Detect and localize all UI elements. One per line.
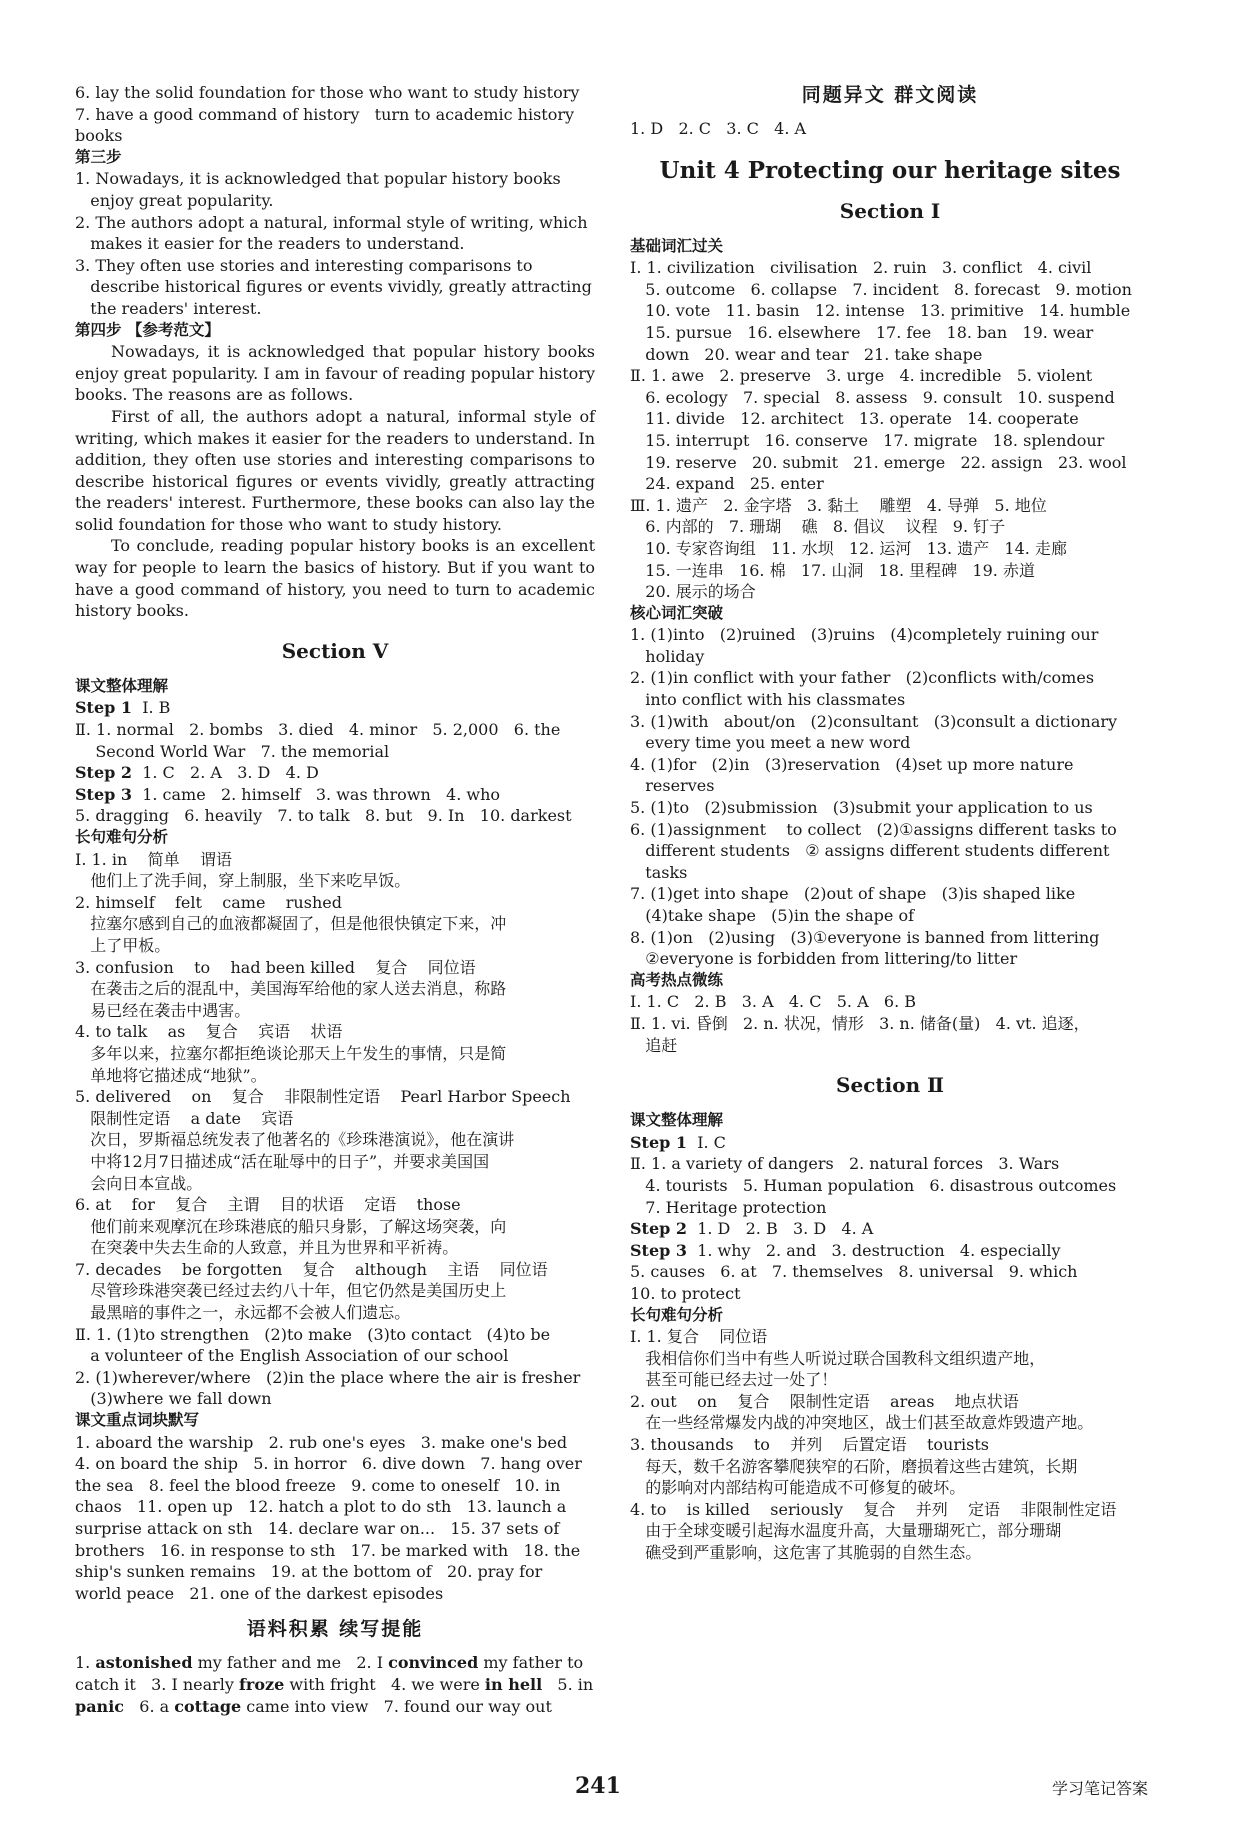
- answer-line: 3. They often use stories and interesting comparisons to: [75, 255, 533, 275]
- keyword: froze: [239, 1674, 285, 1694]
- jichu-answers: [630, 257, 1150, 603]
- answer-line: Ⅰ. 1. 复合 同位语: [630, 1327, 768, 1347]
- step-answers: Ⅰ. C: [687, 1132, 726, 1152]
- answer-line: 8. (1)on (2)using (3)①everyone is banned from littering: [630, 927, 1100, 947]
- answer-line: 中将12月7日描述成“活在耻辱中的日子”，并要求美国国: [75, 1151, 490, 1171]
- answer-line: 6. (1)assignment to collect (2)①assigns different tasks to: [630, 819, 1117, 839]
- jichu-heading: 基础词汇过关: [630, 236, 724, 255]
- step3-heading: 第三步: [75, 147, 122, 166]
- answer-line: Ⅰ. 1. in 简单 谓语: [75, 849, 232, 869]
- answer-line: 4. to is killed seriously 复合 并列 定语 非限制性定语: [630, 1499, 1117, 1519]
- gaokao-answers: [630, 991, 1150, 1056]
- answer-line: 在突袭中失去生命的人致意，并且为世界和平祈祷。: [75, 1238, 459, 1258]
- answer-line: Ⅱ. 1. vi. 昏倒 2. n. 状况，情形 3. n. 储备(量) 4. vt. 追逐，: [630, 1013, 1090, 1033]
- answer-line: ship's sunken remains 19. at the bottom of 20. pray for: [75, 1562, 543, 1582]
- answer-line: 尽管珍珠港突袭已经过去约八十年，但它仍然是美国历史上: [75, 1281, 507, 1301]
- step-answers: 1. C 2. A 3. D 4. D: [132, 763, 319, 783]
- answer-line: 11. divide 12. architect 13. operate 14. cooperate: [630, 409, 1079, 429]
- answer-line: [75, 762, 595, 784]
- step-answers: Ⅱ. 1. a variety of dangers 2. natural forces 3. Wars: [630, 1154, 1060, 1174]
- step4-heading: 第四步 【参考范文】: [75, 320, 220, 339]
- hexin-answers: [630, 624, 1150, 970]
- answer-line: enjoy great popularity.: [75, 190, 274, 210]
- answer-line: [630, 1197, 1150, 1219]
- answer-line: [75, 1674, 595, 1696]
- text-segment: 6. a: [124, 1696, 175, 1716]
- step-answers: Second World War 7. the memorial: [75, 741, 390, 761]
- step-answers: Ⅱ. 1. normal 2. bombs 3. died 4. minor 5. 2,000 6. the: [75, 720, 561, 740]
- answer-line: 7. (1)get into shape (2)out of shape (3)is shaped like: [630, 884, 1076, 904]
- answer-line: 2. (1)wherever/where (2)in the place where the air is fresher: [75, 1367, 581, 1387]
- answer-line: (3)where we fall down: [75, 1389, 272, 1409]
- answer-line: 1. (1)into (2)ruined (3)ruins (4)completely ruining our: [630, 625, 1099, 645]
- answer-line: the sea 8. feel the blood freeze 9. come to oneself 10. in: [75, 1475, 561, 1495]
- step-answers: 1. came 2. himself 3. was thrown 4. who: [132, 784, 500, 804]
- section-5-title: Section Ⅴ: [281, 638, 389, 663]
- step-label: Step 1: [75, 698, 133, 718]
- step-label: Step 3: [630, 1240, 688, 1260]
- step-label: Step 3: [75, 784, 133, 804]
- answer-line: 3. confusion to had been killed 复合 同位语: [75, 957, 476, 977]
- answer-line: [75, 697, 595, 719]
- answer-line: 限制性定语 a date 宾语: [75, 1108, 294, 1128]
- answer-line: Ⅲ. 1. 遗产 2. 金字塔 3. 黏土 雕塑 4. 导弹 5. 地位: [630, 495, 1047, 515]
- answer-line: Ⅱ. 1. awe 2. preserve 3. urge 4. incredible 5. violent: [630, 366, 1093, 386]
- answer-line: ②everyone is forbidden from littering/to litter: [630, 949, 1018, 969]
- answer-line: 他们上了洗手间，穿上制服，坐下来吃早饭。: [75, 871, 411, 891]
- answer-line: Ⅰ. 1. civilization civilisation 2. ruin 3. conflict 4. civil: [630, 258, 1092, 278]
- left-top-lines: [75, 82, 595, 147]
- answer-line: 15. 一连串 16. 棉 17. 山洞 18. 里程碑 19. 赤道: [630, 560, 1035, 580]
- answer-line: 6. at for 复合 主谓 目的状语 定语 those: [75, 1195, 461, 1215]
- changju-heading: 长句难句分析: [75, 828, 169, 846]
- answer-line: 1. Nowadays, it is acknowledged that popular history books: [75, 169, 561, 189]
- answer-line: [630, 1218, 1150, 1240]
- tongti-title: 同题异文 群文阅读: [801, 84, 979, 106]
- unit-title: Unit 4 Protecting our heritage sites: [659, 156, 1121, 184]
- answer-line: 19. reserve 20. submit 21. emerge 22. assign 23. wool: [630, 452, 1127, 472]
- answer-line: 由于全球变暖引起海水温度升高，大量珊瑚死亡，部分珊瑚: [630, 1521, 1062, 1541]
- answer-line: holiday: [630, 646, 705, 666]
- answer-line: 2. out on 复合 限制性定语 areas 地点状语: [630, 1391, 1019, 1411]
- answer-line: 易已经在袭击中遇害。: [75, 1000, 251, 1020]
- changju2-heading: 长句难句分析: [630, 1305, 724, 1324]
- answer-line: 1. aboard the warship 2. rub one's eyes 3. make one's bed: [75, 1432, 568, 1452]
- answer-line: 在袭击之后的混乱中，美国海军给他的家人送去消息，称路: [75, 979, 507, 999]
- text-segment: catch it 3. I nearly: [75, 1674, 240, 1694]
- answer-line: 会向日本宣战。: [75, 1173, 203, 1193]
- answer-line: 10. vote 11. basin 12. intense 13. primitive 14. humble: [630, 301, 1131, 321]
- answer-line: reserves: [630, 776, 715, 796]
- answer-line: Ⅰ. 1. C 2. B 3. A 4. C 5. A 6. B: [630, 992, 916, 1012]
- keyword: panic: [75, 1696, 125, 1716]
- answer-line: 次日，罗斯福总统发表了他著名的《珍珠港演说》，他在演讲: [75, 1130, 515, 1150]
- changju2-answers: [630, 1326, 1150, 1564]
- step3-lines: [75, 168, 595, 319]
- kewen2-answers: [630, 1132, 1150, 1305]
- essay-paragraph: Nowadays, it is acknowledged that popular history books enjoy great popularity. I am in favour of reading popular history books. The reasons are as follows.: [75, 342, 595, 405]
- answer-line: 7. decades be forgotten 复合 although 主语 同位语: [75, 1259, 548, 1279]
- answer-line: Ⅱ. 1. (1)to strengthen (2)to make (3)to contact (4)to be: [75, 1324, 551, 1344]
- answer-line: 4. to talk as 复合 宾语 状语: [75, 1022, 343, 1042]
- kewen2-heading: 课文整体理解: [630, 1111, 724, 1130]
- gaokao-heading: 高考热点微练: [630, 970, 724, 989]
- answer-line: 在一些经常爆发内战的冲突地区，战士们甚至故意炸毁遗产地。: [630, 1413, 1094, 1433]
- answer-line: 追赶: [630, 1035, 678, 1055]
- answer-line: [630, 1261, 1150, 1283]
- answer-line: 的影响对内部结构可能造成不可修复的破坏。: [630, 1478, 966, 1498]
- answer-line: 3. (1)with about/on (2)consultant (3)consult a dictionary: [630, 711, 1118, 731]
- answer-line: the readers' interest.: [75, 298, 262, 318]
- answer-line: 礁受到严重影响，这危害了其脆弱的自然生态。: [630, 1543, 982, 1563]
- text-segment: 1.: [75, 1653, 96, 1673]
- step-answers: 7. Heritage protection: [630, 1197, 827, 1217]
- answer-line: 24. expand 25. enter: [630, 474, 824, 494]
- keyword: convinced: [388, 1653, 479, 1673]
- tongti-answers: 1. D 2. C 3. C 4. A: [630, 119, 807, 138]
- step-answers: 5. dragging 6. heavily 7. to talk 8. but 9. In 10. darkest: [75, 806, 572, 826]
- answer-line: down 20. wear and tear 21. take shape: [630, 344, 983, 364]
- text-segment: with fright 4. we were: [284, 1674, 485, 1694]
- answer-line: 最黑暗的事件之一，永远都不会被人们遗忘。: [75, 1303, 411, 1323]
- answer-line: different students ② assigns different students different: [630, 841, 1110, 861]
- answer-line: 5. outcome 6. collapse 7. incident 8. forecast 9. motion: [630, 279, 1132, 299]
- answer-line: [630, 1175, 1150, 1197]
- answer-line: [630, 1240, 1150, 1262]
- answer-line: (4)take shape (5)in the shape of: [630, 906, 915, 925]
- answer-line: 拉塞尔感到自己的血液都凝固了，但是他很快镇定下来，冲: [75, 914, 507, 934]
- answer-line: [75, 719, 595, 741]
- essay-paragraph: First of all, the authors adopt a natural, informal style of writing, which makes it easier for the readers to understand. In addition, they often use stories and interesting comparisons to describe historical figures or events vividly, greatly attracting the readers' interest. Furthermore, these books can also lay the solid foundation for those who want to study history.: [75, 406, 595, 534]
- answer-line: [75, 805, 595, 827]
- answer-line: [630, 1283, 1150, 1305]
- answer-line: surprise attack on sth 14. declare war on... 15. 37 sets of: [75, 1519, 560, 1538]
- step-answers: 5. causes 6. at 7. themselves 8. universal 9. which: [630, 1262, 1078, 1282]
- answer-line: 甚至可能已经去过一处了！: [630, 1370, 838, 1390]
- answer-line: [75, 1652, 595, 1674]
- answer-line: 15. pursue 16. elsewhere 17. fee 18. ban 19. wear: [630, 322, 1094, 342]
- answer-line: [75, 741, 595, 763]
- step-answers: Ⅰ. B: [132, 698, 171, 718]
- text-segment: 5. in: [542, 1674, 594, 1694]
- keyword: astonished: [95, 1653, 193, 1673]
- answer-line: 单地将它描述成“地狱”。: [75, 1065, 267, 1085]
- section-1-title: Section Ⅰ: [839, 198, 941, 223]
- answer-line: 15. interrupt 16. conserve 17. migrate 18. splendour: [630, 430, 1105, 450]
- answer-line: 4. on board the ship 5. in horror 6. dive down 7. hang over: [75, 1454, 582, 1474]
- answer-line: 5. (1)to (2)submission (3)submit your application to us: [630, 798, 1093, 818]
- answer-line: [75, 784, 595, 806]
- step-answers: 10. to protect: [630, 1283, 741, 1303]
- answer-line: 3. thousands to 并列 后置定语 tourists: [630, 1435, 989, 1455]
- keyword: cottage: [174, 1696, 242, 1716]
- hexin-heading: 核心词汇突破: [630, 603, 724, 622]
- footer-label: 学习笔记答案: [1052, 1779, 1149, 1798]
- step-answers: 4. tourists 5. Human population 6. disastrous outcomes: [630, 1175, 1117, 1195]
- answer-line: 2. (1)in conflict with your father (2)conflicts with/comes: [630, 668, 1095, 688]
- answer-line: 6. 内部的 7. 珊瑚 礁 8. 倡议 议程 9. 钉子: [630, 517, 1006, 537]
- step-label: Step 2: [630, 1219, 688, 1239]
- answer-line: tasks: [630, 862, 688, 882]
- answer-line: makes it easier for the readers to understand.: [75, 234, 465, 254]
- answer-line: describe historical figures or events vividly, greatly attracting: [75, 277, 592, 297]
- step-answers: 1. why 2. and 3. destruction 4. especially: [687, 1240, 1061, 1260]
- cikuai-answers: [75, 1432, 595, 1605]
- answer-line: 10. 专家咨询组 11. 水坝 12. 运河 13. 遗产 14. 走廊: [630, 538, 1067, 558]
- answer-line: 5. delivered on 复合 非限制性定语 Pearl Harbor Speech: [75, 1087, 571, 1107]
- step-answers: 1. D 2. B 3. D 4. A: [687, 1219, 874, 1239]
- answer-line: world peace 21. one of the darkest episodes: [75, 1583, 444, 1603]
- yuliao-title: 语料积累 续写提能: [246, 1618, 424, 1641]
- answer-line: 20. 展示的场合: [630, 582, 756, 602]
- changju-answers: [75, 849, 595, 1410]
- kewen-answers: [75, 697, 595, 827]
- answer-line: 7. have a good command of history turn to academic history: [75, 104, 575, 124]
- left-column: [75, 82, 595, 1717]
- text-segment: my father to: [478, 1653, 584, 1673]
- essay-paragraph: To conclude, reading popular history books is an excellent way for people to learn the basics of history. But if you want to have a good command of history, you need to turn to academic history books.: [75, 536, 595, 621]
- text-segment: came into view 7. found our way out: [241, 1696, 552, 1716]
- answer-line: 2. himself felt came rushed: [75, 892, 342, 912]
- right-column: [630, 82, 1150, 1564]
- answer-line: a volunteer of the English Association of our school: [75, 1346, 509, 1366]
- answer-line: brothers 16. in response to sth 17. be marked with 18. the: [75, 1540, 581, 1560]
- answer-line: 2. The authors adopt a natural, informal style of writing, which: [75, 212, 588, 232]
- model-essay: [75, 341, 595, 622]
- answer-line: 每天，数千名游客攀爬狭窄的石阶，磨损着这些古建筑，长期: [630, 1456, 1078, 1476]
- answer-line: books: [75, 126, 123, 146]
- answer-line: chaos 11. open up 12. hatch a plot to do sth 13. launch a: [75, 1497, 567, 1517]
- answer-line: 多年以来，拉塞尔都拒绝谈论那天上午发生的事情，只是简: [75, 1043, 507, 1063]
- answer-line: 上了甲板。: [75, 935, 171, 955]
- step-label: Step 2: [75, 763, 133, 783]
- page-number: 241: [575, 1773, 621, 1799]
- answer-line: 他们前来观摩沉在珍珠港底的船只身影，了解这场突袭，向: [75, 1216, 507, 1236]
- keyword: in hell: [484, 1674, 543, 1694]
- answer-line: 6. lay the solid foundation for those who want to study history: [75, 83, 580, 102]
- answer-line: [630, 1132, 1150, 1154]
- answer-line: 我相信你们当中有些人听说过联合国教科文组织遗产地，: [630, 1348, 1046, 1368]
- answer-line: [75, 1696, 595, 1718]
- answer-line: every time you meet a new word: [630, 733, 911, 753]
- yuliao-answers: [75, 1652, 595, 1717]
- step-label: Step 1: [630, 1132, 688, 1152]
- answer-line: 6. ecology 7. special 8. assess 9. consult 10. suspend: [630, 387, 1115, 407]
- kewen-heading: 课文整体理解: [75, 676, 169, 695]
- answer-line: into conflict with his classmates: [630, 690, 906, 710]
- answer-line: 4. (1)for (2)in (3)reservation (4)set up more nature: [630, 754, 1074, 774]
- cikuai-heading: 课文重点词块默写: [75, 1411, 200, 1430]
- section-2-title: Section Ⅱ: [836, 1073, 944, 1098]
- answer-line: [630, 1153, 1150, 1175]
- text-segment: my father and me 2. I: [192, 1653, 389, 1673]
